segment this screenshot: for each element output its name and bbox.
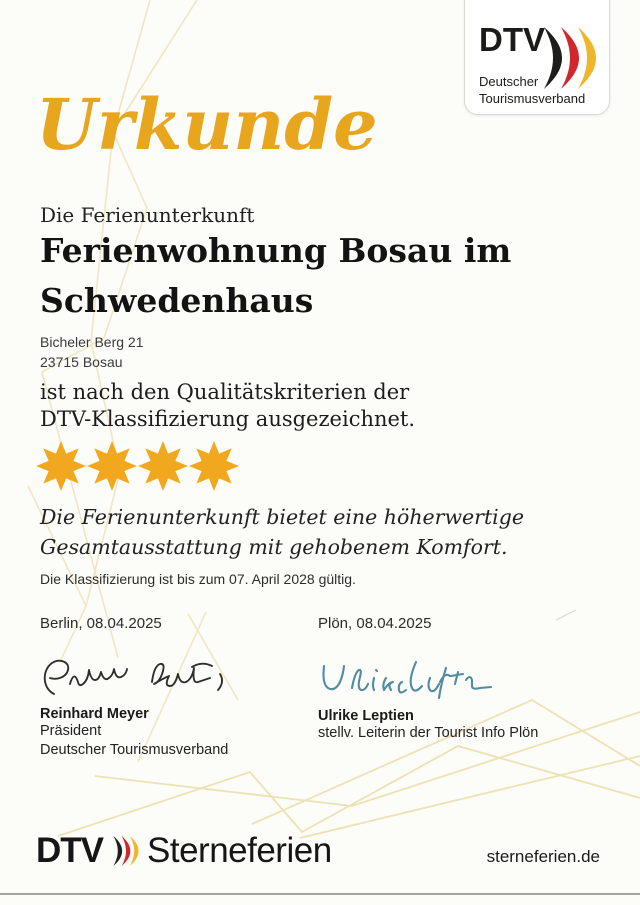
star-icon: [36, 441, 86, 491]
address-line2: 23715 Bosau: [40, 354, 123, 370]
dtv-subtitle-line1: Deutscher: [479, 74, 539, 89]
certificate-title: Urkunde: [36, 83, 378, 166]
footer-dtv-wordmark: DTV: [36, 831, 103, 870]
property-address: [40, 332, 144, 372]
signatory-role-left-2: Deutscher Tourismusverband: [40, 742, 229, 758]
signature-block-left: [40, 615, 305, 760]
star-icon: [138, 441, 188, 491]
signature-reinhard-meyer-icon: [40, 654, 245, 702]
intro-line: Die Ferienunterkunft: [40, 203, 255, 227]
scan-edge-line: [0, 893, 640, 895]
address-line1: Bicheler Berg 21: [40, 334, 144, 350]
award-line2: DTV-Klassifizierung ausgezeichnet.: [40, 407, 416, 431]
place-date-right: Plön, 08.04.2025: [318, 615, 432, 632]
star-icon: [189, 441, 239, 491]
signatory-role-right-1: stellv. Leiterin der Tourist Info Plön: [318, 725, 539, 741]
footer-logo: [36, 833, 332, 868]
rating-description-line2: Gesamtausstattung mit gehobenem Komfort.: [40, 535, 508, 559]
signature-ulrike-leptien-icon: [318, 654, 493, 704]
dtv-subtitle-line2: Tourismusverband: [479, 91, 586, 106]
footer-brand-wordmark: Sterneferien: [147, 831, 332, 870]
dtv-chevrons-icon: [541, 27, 599, 89]
website-url: sterneferien.de: [486, 847, 600, 866]
award-statement: [40, 379, 415, 433]
validity-note: Die Klassifizierung ist bis zum 07. April 2028 gültig.: [40, 571, 356, 587]
signature-block-right: [318, 615, 618, 743]
dtv-wordmark: DTV: [479, 21, 545, 58]
award-line1: ist nach den Qualitätskriterien der: [40, 380, 410, 404]
place-date-left: Berlin, 08.04.2025: [40, 615, 162, 632]
property-name: Ferienwohnung Bosau im Schwedenhaus: [40, 231, 512, 320]
star-rating: [36, 441, 239, 491]
star-icon: [87, 441, 137, 491]
signatory-name-left: Reinhard Meyer: [40, 706, 149, 722]
signatory-role-left-1: Präsident: [40, 723, 102, 739]
dtv-logo-box: [464, 0, 610, 115]
rating-description-line1: Die Ferienunterkunft bietet eine höherwertige: [40, 505, 524, 529]
signatory-name-right: Ulrike Leptien: [318, 708, 414, 724]
rating-description: [40, 502, 524, 562]
footer-chevrons-icon: [112, 836, 140, 866]
